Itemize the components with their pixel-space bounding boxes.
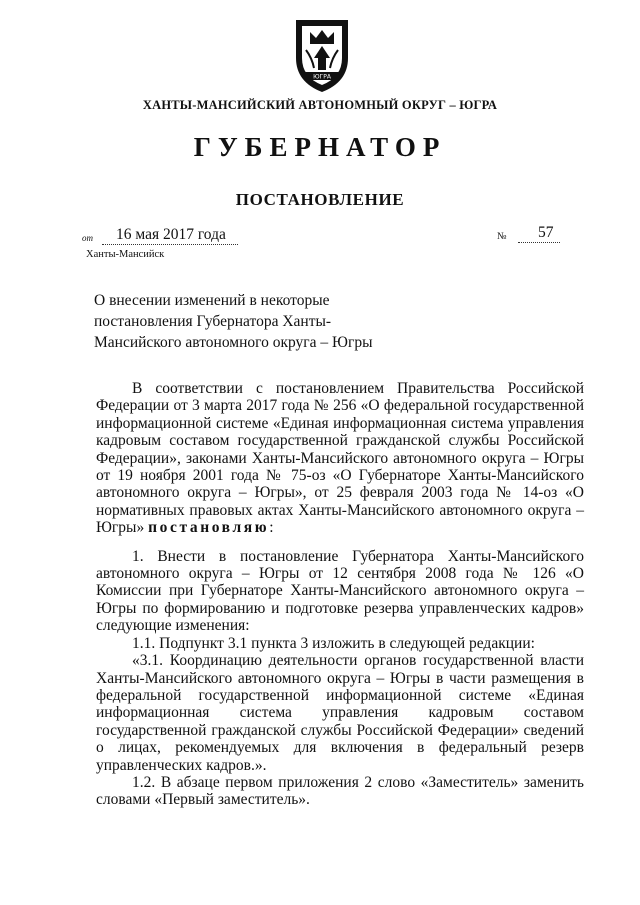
resolve-colon: : (269, 519, 274, 537)
document-date: 16 мая 2017 года (102, 226, 238, 245)
item-1-2: 1.2. В абзаце первом приложения 2 слово «Заместитель» заменить словами «Первый заместитель». (96, 773, 584, 809)
item-1-1: 1.1. Подпункт 3.1 пункта 3 изложить в следующей редакции: (132, 634, 535, 652)
resolve-word: постановляю (148, 519, 270, 537)
number-prefix: № (497, 231, 507, 242)
item-1: 1. Внести в постановление Губернатора Ханты-Мансийского автономного округа – Югры от 12 сентября 2008 года № 126 «О Комиссии при Губернаторе Ханты-Мансийского автономного округа – Югры по формированию и подготовке резерва управленческих кадров» следующие изменения: (96, 547, 584, 635)
preamble-text: В соответствии с постановлением Правительства Российской Федерации от 3 марта 2017 года № 256 «О федеральной государственной информационной системе «Единая информационная система управления кадровым составом государственной гражданской службы Российской Федерации», законами Ханты-Мансийского автономного округа – Югры от 19 ноября 2001 года № 75-оз «О Губернаторе Ханты-Мансийского автономного округа – Югры», от 25 февраля 2003 года № 14-оз «О нормативных правовых актах Ханты-Мансийского автономного округа – Югры» (96, 380, 584, 537)
item-3-1-quote: «3.1. Координацию деятельности органов государственной власти Ханты-Мансийского автономного округа – Югры в части размещения в федеральной государственной информационной системе «Единая информационная система управления кадровым составом государственной гражданской службы Российской Федерации» сведений о лицах, рекомендуемых для включения в федеральный резерв управленческих кадров.». (96, 652, 584, 774)
document-number: 57 (518, 224, 560, 243)
region-name: ХАНТЫ-МАНСИЙСКИЙ АВТОНОМНЫЙ ОКРУГ – ЮГРА (142, 98, 498, 112)
city-name: Ханты-Мансийск (86, 249, 165, 260)
document-body (96, 380, 584, 809)
document-type: ПОСТАНОВЛЕНИЕ (235, 190, 405, 209)
preamble-paragraph (96, 380, 584, 537)
emblem-text: ЮГРА (313, 73, 331, 81)
date-prefix: от (82, 233, 93, 243)
document-subject: О внесении изменений в некоторые постановления Губернатора Ханты-Мансийского автономного округа – Югры (94, 292, 373, 351)
authority-title: ГУБЕРНАТОР (193, 132, 447, 162)
coat-of-arms-icon (290, 14, 354, 94)
